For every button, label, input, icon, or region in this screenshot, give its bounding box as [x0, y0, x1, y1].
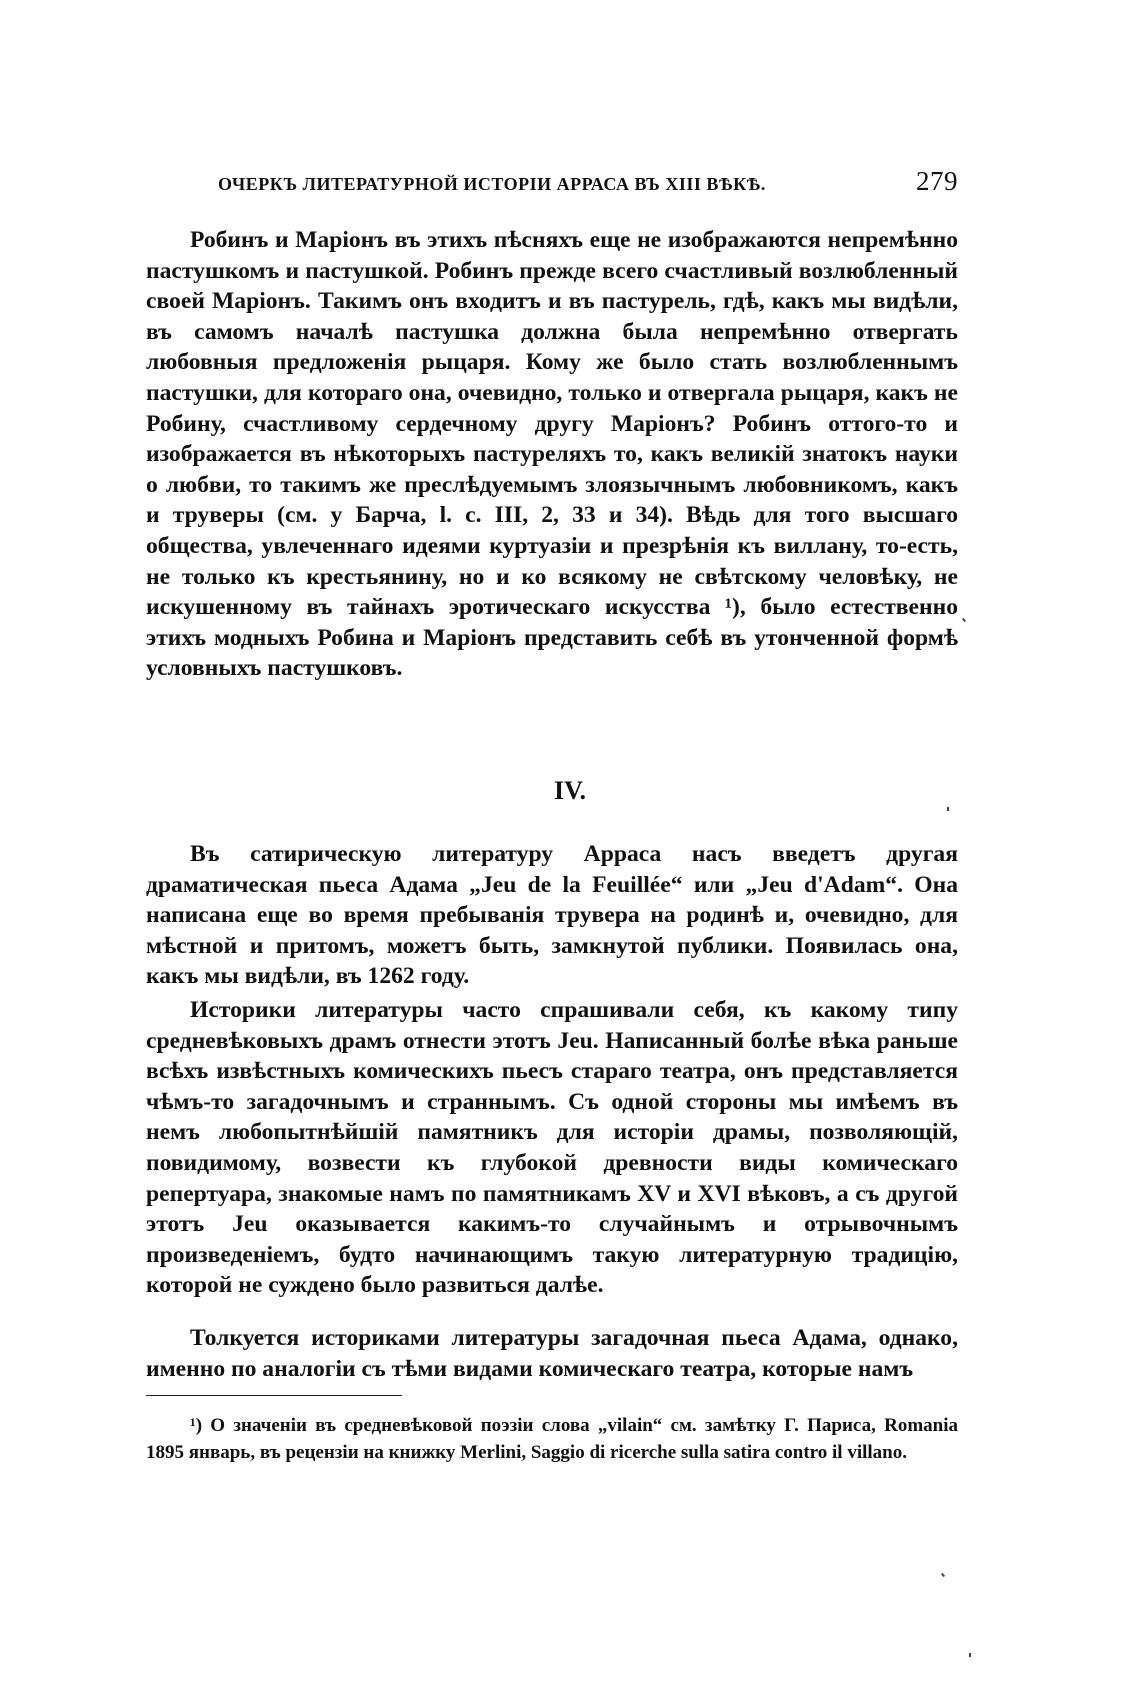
speck	[947, 807, 949, 811]
paragraph-satirical-literature: Въ сатирическую литературу Арраса насъ введетъ другая драматическая пьеса Адама „Jeu de la Feuillée“ или „Jeu d'Adam“. Она написана еще во время пребыванія трувера на родинѣ и, очевидно, для мѣстной и притомъ, можетъ быть, замкнутой публики. Появилась она, какъ мы видѣли, въ 1262 году.	[146, 841, 958, 990]
paragraph-interpretation: Толкуется историками литературы загадочная пьеса Адама, однако, именно по аналогіи съ тѣми видами комическаго театра, которые намъ	[146, 1325, 958, 1382]
running-head-title: ОЧЕРКЪ ЛИТЕРАТУРНОЙ ИСТОРІИ АРРАСА ВЪ XIII ВѢКѢ.	[218, 174, 766, 194]
section-heading: IV.	[553, 776, 587, 805]
paragraph-historians: Историки литературы часто спрашивали себя, къ какому типу средневѣковыхъ драмъ отнести этотъ Jeu. Написанный болѣе вѣка раньше всѣхъ извѣстныхъ комическихъ пьесъ стараго театра, онъ представляется чѣмъ-то загадочнымъ и страннымъ. Съ одной стороны мы имѣемъ въ немъ любопытнѣйшій памятникъ для исторіи драмы, позволяющій, повидимому, возвести къ глубокой древности виды комическаго репертуара, знакомые намъ по памятникамъ XV и XVI вѣковъ, а съ другой этотъ Jeu оказывается какимъ-то случайнымъ и отрывочнымъ произведеніемъ, будто начинающимъ такую литературную традицію, которой не суждено было развиться далѣе.	[146, 997, 958, 1299]
paragraph-robin-marion: Робинъ и Маріонъ въ этихъ пѣсняхъ еще не изображаются непремѣнно пастушкомъ и пастушкой. Робинъ прежде всего счастливый возлюбленный своей Маріонъ. Такимъ онъ входитъ и въ пастурель, гдѣ, какъ мы видѣли, въ самомъ началѣ пастушка должна была непремѣнно отвергать любовныя предложенія рыцаря. Кому же было стать возлюбленнымъ пастушки, для котораго она, очевидно, только и отвергала рыцаря, какъ не Робину, счастливому сердечному другу Маріонъ? Робинъ оттого-то и изображается въ нѣкоторыхъ пастуреляхъ то, какъ великій знатокъ науки о любви, то такимъ же преслѣдуемымъ злоязычнымъ любовникомъ, какъ и труверы (см. у Барча, l. c. III, 2, 33 и 34). Вѣдь для того высшаго общества, увлеченнаго идеями куртуазіи и презрѣнія къ виллану, то-есть, не только къ крестьянину, но и ко всякому не свѣтскому человѣку, не искушенному въ тайнахъ эротическаго искусства ¹), было естественно этихъ модныхъ Робина и Маріонъ представить себѣ въ утонченной формѣ условныхъ пастушковъ.	[146, 227, 958, 682]
footnote-divider	[146, 1395, 402, 1396]
speck	[969, 1653, 971, 1657]
page-number: 279	[916, 166, 958, 196]
speck	[962, 618, 966, 622]
running-head	[218, 166, 958, 206]
speck	[941, 1573, 945, 1577]
footnote: ¹) О значеніи въ средневѣковой поэзіи слова „vilain“ см. замѣтку Г. Париса, Romania 1895 январь, въ рецензіи на книжку Merlini, Saggio di ricerche sulla satira contro il villano.	[146, 1415, 958, 1463]
